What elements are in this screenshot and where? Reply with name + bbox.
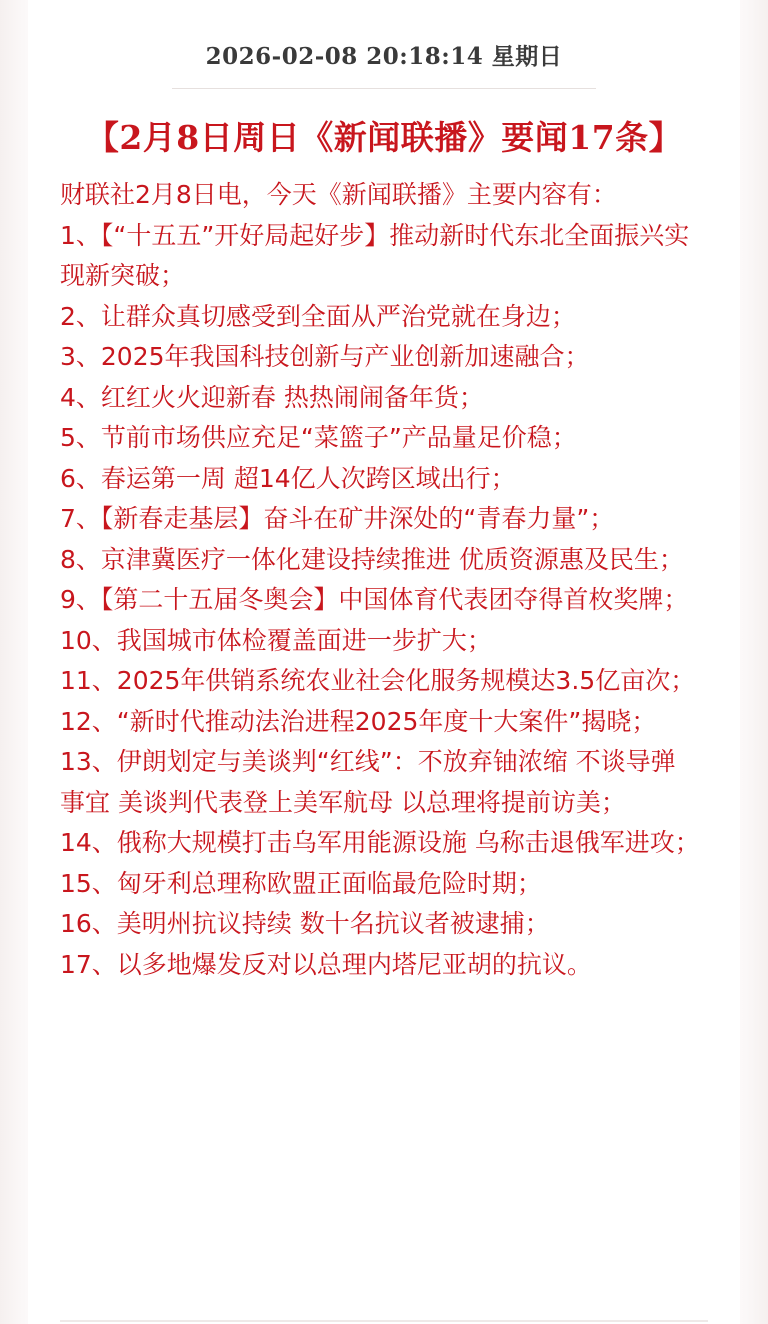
article-body <box>60 175 700 985</box>
news-item-7: 7、【新春走基层】奋斗在矿井深处的“青春力量”； <box>60 504 615 533</box>
news-item-6: 6、春运第一周 超14亿人次跨区域出行； <box>60 463 516 493</box>
news-item-12: 12、“新时代推动法治进程2025年度十大案件”揭晓； <box>60 706 657 736</box>
news-item-4: 4、红红火火迎新春 热热闹闹备年货； <box>60 382 484 412</box>
news-item-11: 11、2025年供销系统农业社会化服务规模达3.5亿亩次； <box>60 666 696 695</box>
news-item-3: 3、2025年我国科技创新与产业创新加速融合； <box>60 342 590 371</box>
news-item-13: 13、伊朗划定与美谈判“红线”：不放弃铀浓缩 不谈导弹事宜 美谈判代表登上美军航母 以总理将提前访美； <box>60 747 676 817</box>
bottom-divider <box>60 1320 708 1322</box>
article-headline: 【2月8日周日《新闻联播》要闻17条】 <box>85 118 683 157</box>
news-item-9: 9、【第二十五届冬奥会】中国体育代表团夺得首枚奖牌； <box>60 585 689 614</box>
news-item-10: 10、我国城市体检覆盖面进一步扩大； <box>60 625 492 655</box>
news-item-15: 15、匈牙利总理称欧盟正面临最危险时期； <box>60 868 542 898</box>
article-intro: 财联社2月8日电，今天《新闻联播》主要内容有： <box>60 180 617 209</box>
news-item-8: 8、京津冀医疗一体化建设持续推进 优质资源惠及民生； <box>60 544 684 574</box>
timestamp-divider <box>172 88 596 89</box>
news-item-1: 1、【“十五五”开好局起好步】推动新时代东北全面振兴实现新突破； <box>60 220 690 290</box>
news-item-17: 17、以多地爆发反对以总理内塔尼亚胡的抗议。 <box>60 949 592 979</box>
news-item-5: 5、节前市场供应充足“菜篮子”产品量足价稳； <box>60 423 577 452</box>
news-item-16: 16、美明州抗议持续 数十名抗议者被逮捕； <box>60 909 550 938</box>
news-item-14: 14、俄称大规模打击乌军用能源设施 乌称击退俄军进攻； <box>60 828 700 857</box>
news-item-2: 2、让群众真切感受到全面从严治党就在身边； <box>60 301 576 331</box>
timestamp: 2026-02-08 20:18:14 星期日 <box>205 43 563 70</box>
